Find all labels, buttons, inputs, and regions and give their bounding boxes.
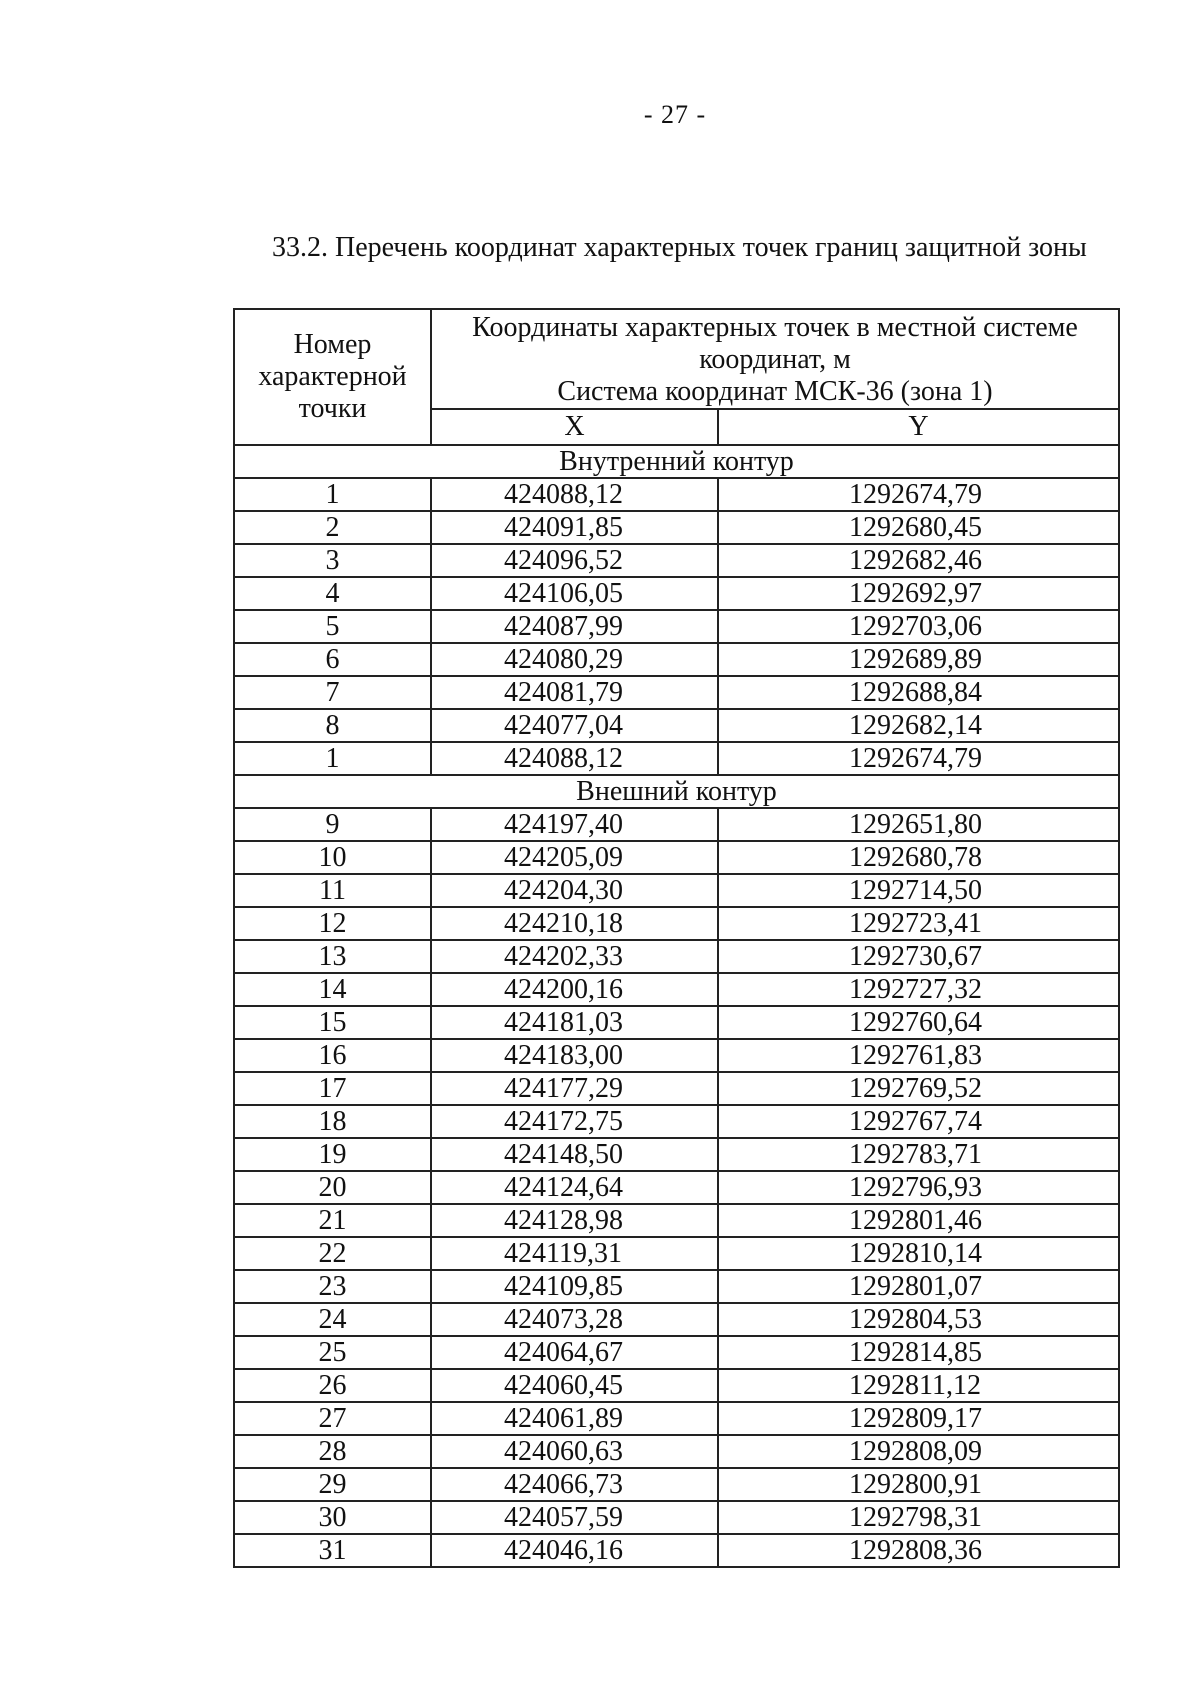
x-coordinate-cell: 424081,79 — [431, 676, 718, 709]
x-coordinate-cell: 424205,09 — [431, 841, 718, 874]
point-number-cell: 26 — [234, 1369, 431, 1402]
table-row — [234, 511, 1119, 544]
y-coordinate-cell: 1292809,17 — [718, 1402, 1119, 1435]
x-coordinate-cell: 424087,99 — [431, 610, 718, 643]
point-number-cell: 5 — [234, 610, 431, 643]
x-coordinate-cell: 424088,12 — [431, 478, 718, 511]
x-coordinate-cell: 424210,18 — [431, 907, 718, 940]
x-coordinate-cell: 424064,67 — [431, 1336, 718, 1369]
x-coordinate-cell: 424202,33 — [431, 940, 718, 973]
table-row — [234, 610, 1119, 643]
point-number-cell: 2 — [234, 511, 431, 544]
point-number-cell: 14 — [234, 973, 431, 1006]
table-row — [234, 940, 1119, 973]
coordinates-header-line1: Координаты характерных точек в местной системе координат, м — [472, 312, 1078, 375]
table-row — [234, 1072, 1119, 1105]
y-coordinate-cell: 1292730,67 — [718, 940, 1119, 973]
table-row — [234, 544, 1119, 577]
x-coordinate-cell: 424124,64 — [431, 1171, 718, 1204]
y-coordinate-cell: 1292680,78 — [718, 841, 1119, 874]
y-coordinate-cell: 1292800,91 — [718, 1468, 1119, 1501]
section-row — [234, 775, 1119, 808]
table-row — [234, 1237, 1119, 1270]
y-coordinate-cell: 1292714,50 — [718, 874, 1119, 907]
point-number-cell: 28 — [234, 1435, 431, 1468]
point-number-cell: 1 — [234, 742, 431, 775]
y-coordinate-cell: 1292798,31 — [718, 1501, 1119, 1534]
table-row — [234, 643, 1119, 676]
x-coordinate-cell: 424197,40 — [431, 808, 718, 841]
point-number-cell: 1 — [234, 478, 431, 511]
table-row — [234, 1402, 1119, 1435]
table-row — [234, 1336, 1119, 1369]
point-number-cell: 4 — [234, 577, 431, 610]
point-number-cell: 24 — [234, 1303, 431, 1336]
x-coordinate-cell: 424177,29 — [431, 1072, 718, 1105]
point-number-cell: 30 — [234, 1501, 431, 1534]
table-row — [234, 841, 1119, 874]
table-row — [234, 907, 1119, 940]
y-coordinate-cell: 1292674,79 — [718, 742, 1119, 775]
table-row — [234, 1435, 1119, 1468]
table-row — [234, 1138, 1119, 1171]
x-coordinate-cell: 424057,59 — [431, 1501, 718, 1534]
y-coordinate-cell: 1292804,53 — [718, 1303, 1119, 1336]
section-title: 33.2. Перечень координат характерных точек границ защитной зоны — [272, 232, 1087, 263]
table-row — [234, 742, 1119, 775]
point-number-cell: 10 — [234, 841, 431, 874]
point-number-cell: 6 — [234, 643, 431, 676]
table-row — [234, 676, 1119, 709]
y-coordinate-cell: 1292689,89 — [718, 643, 1119, 676]
y-coordinate-cell: 1292682,46 — [718, 544, 1119, 577]
x-coordinate-cell: 424204,30 — [431, 874, 718, 907]
section-row — [234, 445, 1119, 478]
x-coordinate-cell: 424091,85 — [431, 511, 718, 544]
coordinates-header — [431, 309, 1119, 409]
y-coordinate-cell: 1292760,64 — [718, 1006, 1119, 1039]
x-coordinate-cell: 424106,05 — [431, 577, 718, 610]
table-row — [234, 709, 1119, 742]
x-coordinate-cell: 424046,16 — [431, 1534, 718, 1567]
table-row — [234, 1303, 1119, 1336]
y-coordinate-cell: 1292651,80 — [718, 808, 1119, 841]
x-coordinate-cell: 424119,31 — [431, 1237, 718, 1270]
section-title-cell: Внешний контур — [234, 775, 1119, 808]
x-coordinate-cell: 424073,28 — [431, 1303, 718, 1336]
y-coordinate-cell: 1292769,52 — [718, 1072, 1119, 1105]
point-number-cell: 13 — [234, 940, 431, 973]
y-coordinate-cell: 1292801,07 — [718, 1270, 1119, 1303]
y-coordinate-cell: 1292761,83 — [718, 1039, 1119, 1072]
point-number-cell: 29 — [234, 1468, 431, 1501]
point-number-cell: 22 — [234, 1237, 431, 1270]
table-row — [234, 577, 1119, 610]
y-coordinate-cell: 1292680,45 — [718, 511, 1119, 544]
y-coordinate-cell: 1292801,46 — [718, 1204, 1119, 1237]
table-row — [234, 874, 1119, 907]
x-coordinate-cell: 424181,03 — [431, 1006, 718, 1039]
y-axis-header: Y — [718, 409, 1119, 445]
table-row — [234, 1105, 1119, 1138]
y-coordinate-cell: 1292692,97 — [718, 577, 1119, 610]
table-row — [234, 1534, 1119, 1567]
table-row — [234, 1501, 1119, 1534]
y-coordinate-cell: 1292682,14 — [718, 709, 1119, 742]
table-row — [234, 1171, 1119, 1204]
x-coordinate-cell: 424096,52 — [431, 544, 718, 577]
table-row — [234, 478, 1119, 511]
x-axis-header: X — [431, 409, 718, 445]
x-coordinate-cell: 424172,75 — [431, 1105, 718, 1138]
y-coordinate-cell: 1292808,36 — [718, 1534, 1119, 1567]
point-number-cell: 8 — [234, 709, 431, 742]
x-coordinate-cell: 424060,45 — [431, 1369, 718, 1402]
point-number-cell: 3 — [234, 544, 431, 577]
table-row — [234, 1006, 1119, 1039]
table-row — [234, 973, 1119, 1006]
point-number-cell: 27 — [234, 1402, 431, 1435]
point-number-cell: 21 — [234, 1204, 431, 1237]
point-number-cell: 7 — [234, 676, 431, 709]
y-coordinate-cell: 1292810,14 — [718, 1237, 1119, 1270]
x-coordinate-cell: 424066,73 — [431, 1468, 718, 1501]
y-coordinate-cell: 1292703,06 — [718, 610, 1119, 643]
x-coordinate-cell: 424080,29 — [431, 643, 718, 676]
x-coordinate-cell: 424128,98 — [431, 1204, 718, 1237]
y-coordinate-cell: 1292808,09 — [718, 1435, 1119, 1468]
point-number-cell: 31 — [234, 1534, 431, 1567]
table-header — [234, 309, 1119, 445]
point-number-cell: 18 — [234, 1105, 431, 1138]
y-coordinate-cell: 1292688,84 — [718, 676, 1119, 709]
point-number-cell: 11 — [234, 874, 431, 907]
table-row — [234, 808, 1119, 841]
x-coordinate-cell: 424183,00 — [431, 1039, 718, 1072]
y-coordinate-cell: 1292783,71 — [718, 1138, 1119, 1171]
x-coordinate-cell: 424200,16 — [431, 973, 718, 1006]
table-row — [234, 1468, 1119, 1501]
point-number-cell: 12 — [234, 907, 431, 940]
y-coordinate-cell: 1292767,74 — [718, 1105, 1119, 1138]
x-coordinate-cell: 424148,50 — [431, 1138, 718, 1171]
point-number-cell: 23 — [234, 1270, 431, 1303]
point-number-cell: 25 — [234, 1336, 431, 1369]
table-body — [234, 445, 1119, 1567]
y-coordinate-cell: 1292727,32 — [718, 973, 1119, 1006]
x-coordinate-cell: 424088,12 — [431, 742, 718, 775]
section-title-cell: Внутренний контур — [234, 445, 1119, 478]
point-number-cell: 20 — [234, 1171, 431, 1204]
point-number-cell: 19 — [234, 1138, 431, 1171]
table-row — [234, 1204, 1119, 1237]
y-coordinate-cell: 1292723,41 — [718, 907, 1119, 940]
y-coordinate-cell: 1292811,12 — [718, 1369, 1119, 1402]
table-row — [234, 1369, 1119, 1402]
y-coordinate-cell: 1292674,79 — [718, 478, 1119, 511]
table-row — [234, 1270, 1119, 1303]
y-coordinate-cell: 1292814,85 — [718, 1336, 1119, 1369]
coordinates-header-line2: Система координат МСК-36 (зона 1) — [557, 376, 993, 407]
page-number: - 27 - — [643, 100, 707, 129]
point-number-cell: 15 — [234, 1006, 431, 1039]
x-coordinate-cell: 424060,63 — [431, 1435, 718, 1468]
y-coordinate-cell: 1292796,93 — [718, 1171, 1119, 1204]
coordinates-table — [233, 308, 1120, 1568]
point-number-header: Номер характерной точки — [234, 309, 431, 445]
point-number-cell: 9 — [234, 808, 431, 841]
x-coordinate-cell: 424061,89 — [431, 1402, 718, 1435]
point-number-cell: 17 — [234, 1072, 431, 1105]
x-coordinate-cell: 424077,04 — [431, 709, 718, 742]
table-row — [234, 1039, 1119, 1072]
point-number-cell: 16 — [234, 1039, 431, 1072]
x-coordinate-cell: 424109,85 — [431, 1270, 718, 1303]
